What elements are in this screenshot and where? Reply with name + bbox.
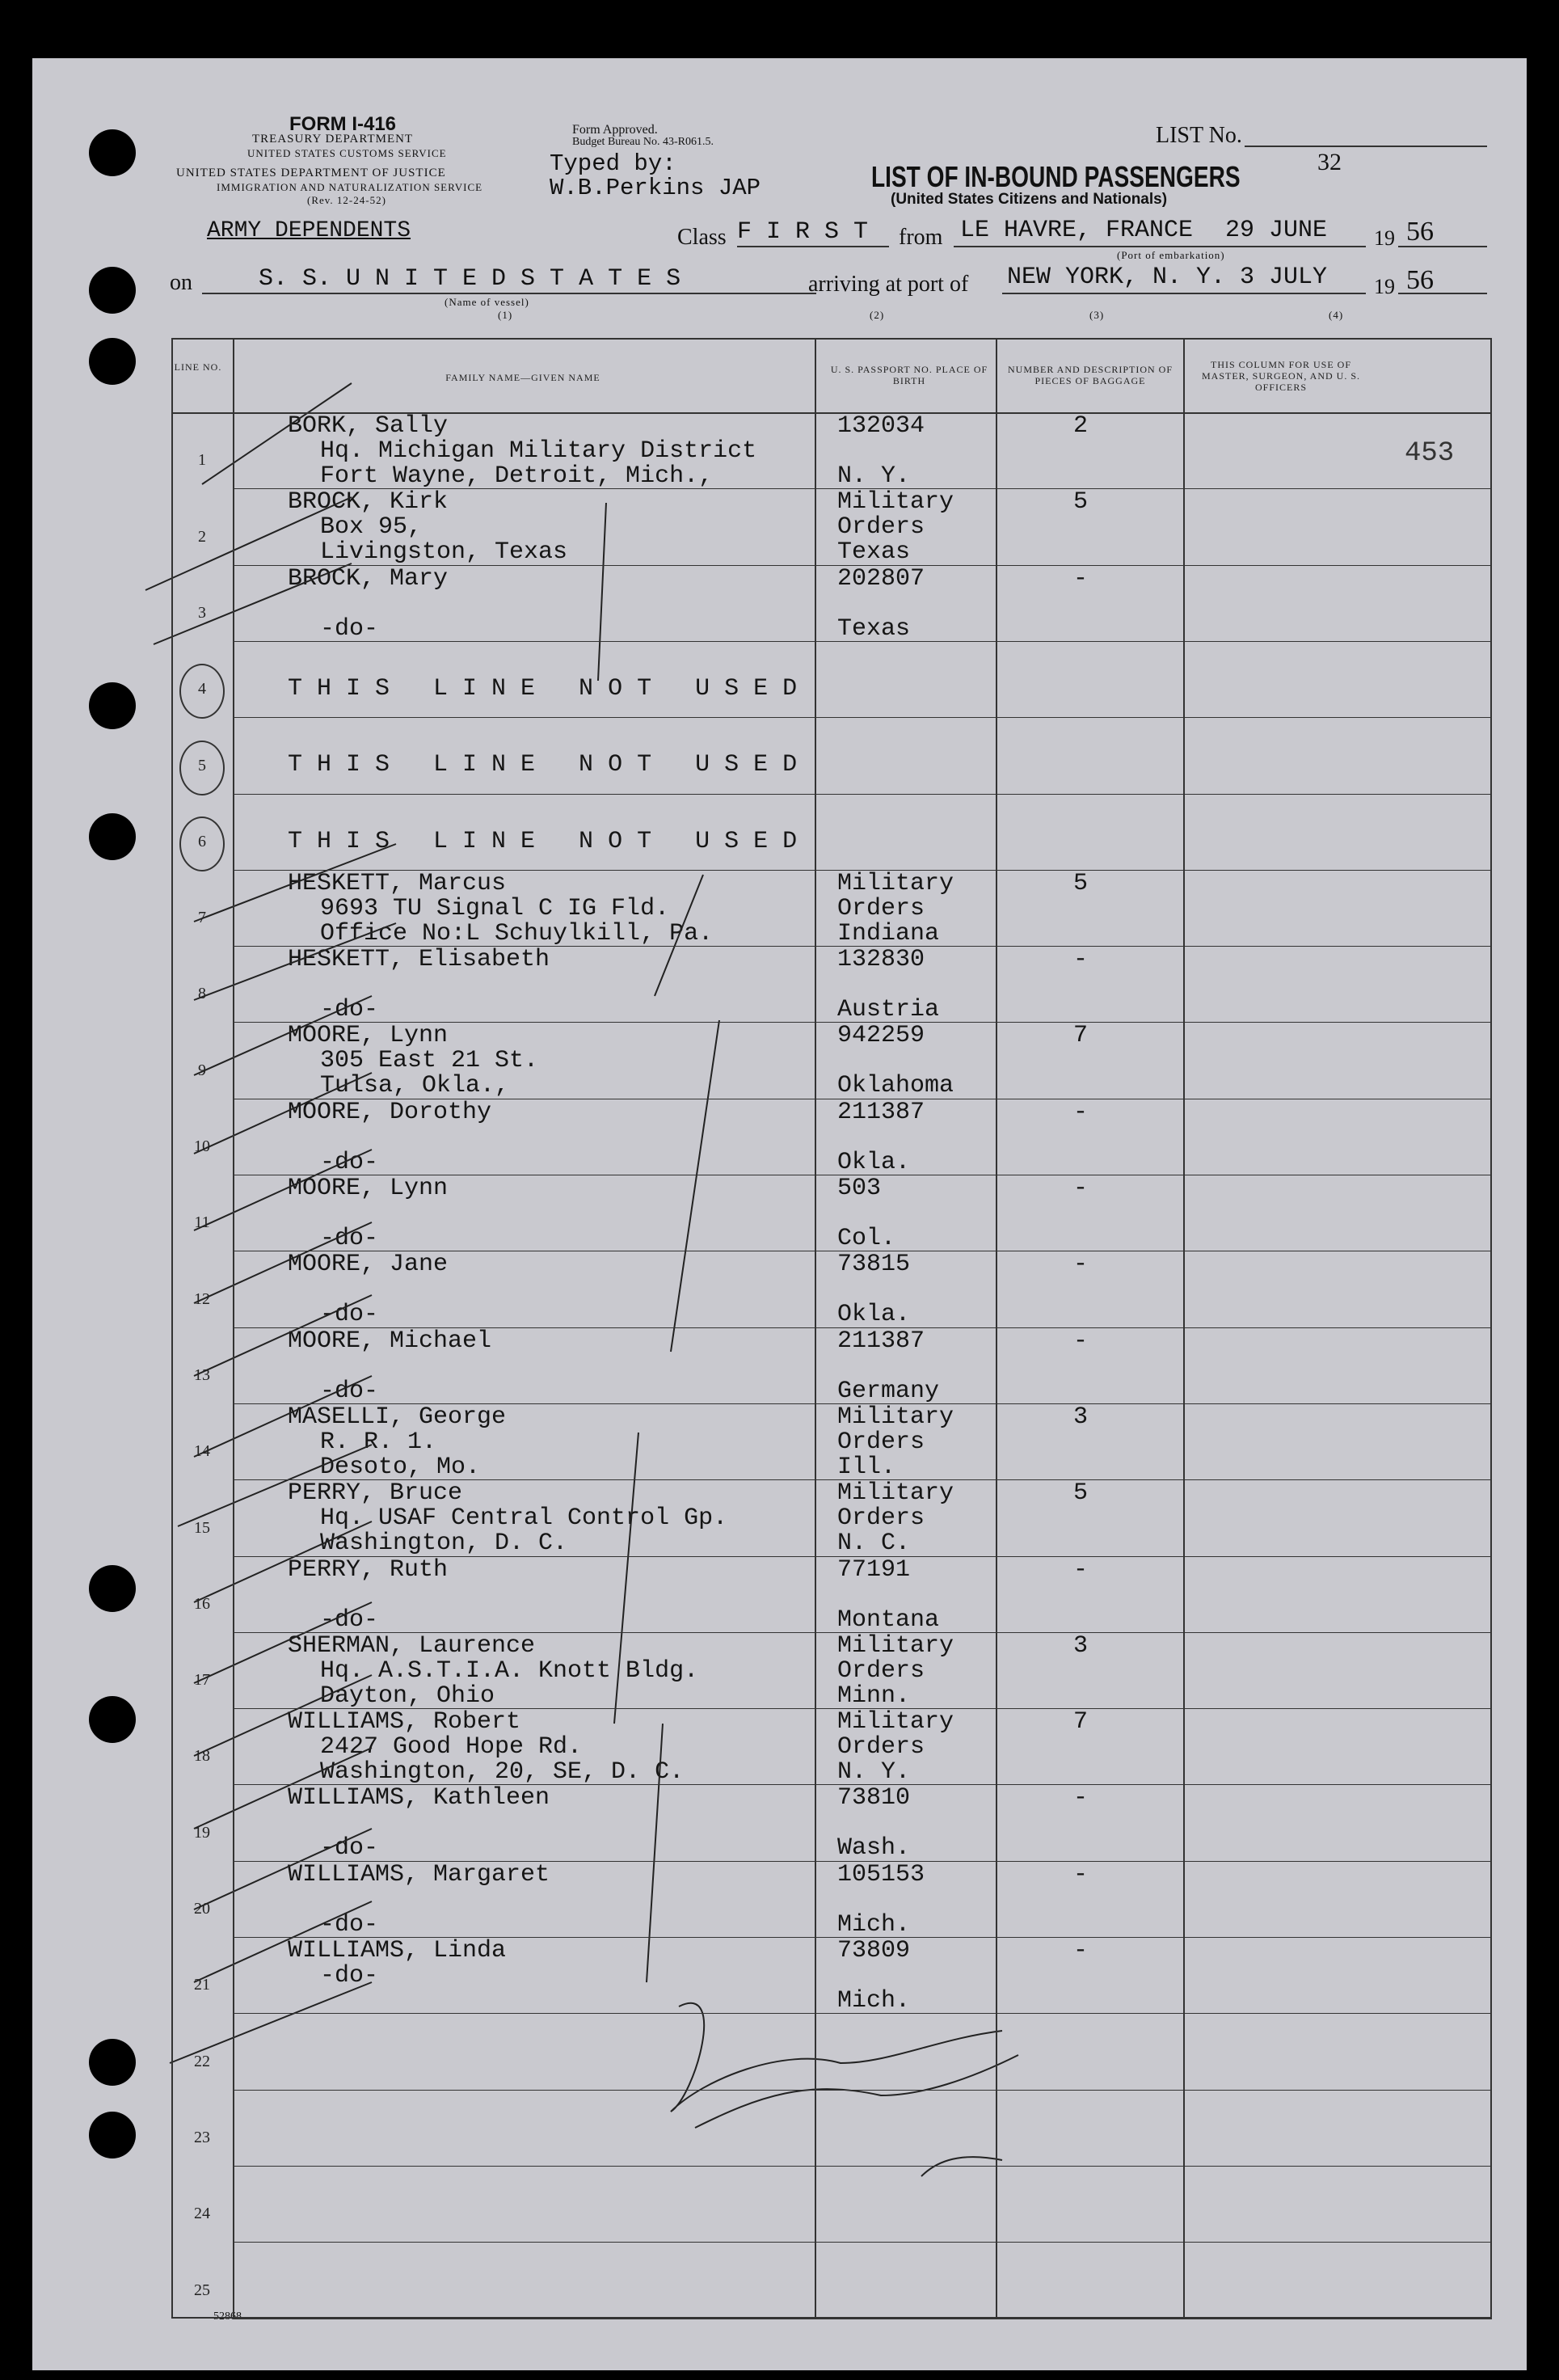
passenger-name: HESKETT, Marcus [288,869,507,897]
passport-number: 132034 [837,412,925,440]
col-name-header: FAMILY NAME—GIVEN NAME [445,372,600,383]
class-value: F I R S T [737,218,869,246]
budget-bureau: Budget Bureau No. 43-R061.5. [572,136,714,148]
line-number: 7 [198,909,206,927]
baggage-count: 5 [1073,1479,1089,1508]
passenger-address-2: -do- [320,614,379,643]
arrival-year-prefix: 19 [1374,275,1395,298]
footer-code: 52868 [213,2310,242,2323]
passenger-name: T H I S L I N E N O T U S E D [288,674,798,703]
class-label: Class [677,225,727,250]
passenger-name: WILLIAMS, Kathleen [288,1784,550,1812]
line-number: 9 [198,1061,206,1079]
passenger-name: WILLIAMS, Robert [288,1708,521,1736]
passenger-address-2: Dayton, Ohio [320,1682,495,1710]
treasury-dept: TREASURY DEPARTMENT [252,133,414,146]
place-of-birth: N. Y. [837,1758,911,1787]
passenger-name: WILLIAMS, Margaret [288,1860,550,1888]
col-num-2: (2) [870,309,885,321]
passport-number: 73810 [837,1784,911,1812]
stamp-number: 453 [1405,438,1455,469]
passenger-address-2: -do- [320,1148,379,1176]
arrival-port: NEW YORK, N. Y. 3 JULY [1007,264,1328,291]
passport-number: Military [837,1479,954,1508]
line-number: 18 [194,1747,210,1766]
line-number: 20 [194,1900,210,1918]
vessel-note: (Name of vessel) [445,296,529,308]
passport-line-2: Orders [837,1504,925,1533]
passenger-address-2: Washington, 20, SE, D. C. [320,1758,685,1787]
from-port: LE HAVRE, FRANCE [960,217,1194,244]
line-number: 24 [194,2205,210,2223]
baggage-count: - [1073,1251,1089,1279]
baggage-count: - [1073,1098,1089,1126]
passenger-name: MOORE, Lynn [288,1022,449,1050]
justice-dept: UNITED STATES DEPARTMENT OF JUSTICE [176,167,446,179]
place-of-birth: Oklahoma [837,1072,954,1100]
line-number: 15 [194,1518,210,1537]
baggage-count: 5 [1073,869,1089,897]
line-number: 12 [194,1289,210,1308]
passenger-name: PERRY, Ruth [288,1555,449,1584]
passport-number: Military [837,1403,954,1431]
form-subtitle: (United States Citizens and Nationals) [891,191,1168,208]
place-of-birth: Mich. [837,1987,911,2015]
arriving-label: arriving at port of [808,272,969,297]
passport-line-2: Orders [837,513,925,542]
passport-line-2: Orders [837,894,925,922]
typed-by-label: Typed by: [550,150,676,177]
line-number: 6 [198,832,206,850]
passenger-address-1: Hq. USAF Central Control Gp. [320,1504,728,1533]
place-of-birth: Texas [837,538,911,567]
passport-number: 942259 [837,1022,925,1050]
baggage-count: 3 [1073,1631,1089,1660]
baggage-count: - [1073,1784,1089,1812]
passenger-address-2: Office No:L Schuylkill, Pa. [320,919,714,947]
list-no-label: LIST No. [1156,123,1242,148]
baggage-count: 7 [1073,1708,1089,1736]
form-rev: (Rev. 12-24-52) [307,194,386,206]
col-num-1: (1) [498,309,513,321]
line-number: 3 [198,603,206,622]
line-number: 19 [194,1823,210,1842]
group-title: ARMY DEPENDENTS [207,218,411,243]
col-num-4: (4) [1329,309,1344,321]
baggage-count: 7 [1073,1022,1089,1050]
line-number: 21 [194,1976,210,1994]
from-year: 56 [1406,217,1434,247]
col-num-3: (3) [1089,309,1105,321]
form-title: LIST OF IN-BOUND PASSENGERS [871,160,1241,193]
baggage-count: 2 [1073,412,1089,440]
line-number: 14 [194,1442,210,1461]
passenger-address-2: -do- [320,1301,379,1329]
manifest-sheet [32,58,1527,2370]
passport-number: 73815 [837,1251,911,1279]
col-line-header: LINE NO. [174,361,222,373]
passenger-address-2: Tulsa, Okla., [320,1072,510,1100]
passenger-name: BROCK, Mary [288,564,449,593]
ins-service: IMMIGRATION AND NATURALIZATION SERVICE [217,181,483,193]
passenger-name: BORK, Sally [288,412,449,440]
baggage-count: - [1073,1555,1089,1584]
passport-number: 503 [837,1175,882,1202]
passenger-address-2: -do- [320,1377,379,1405]
customs-service: UNITED STATES CUSTOMS SERVICE [247,147,447,159]
passenger-name: MOORE, Jane [288,1251,449,1279]
line-number: 13 [194,1365,210,1384]
passenger-name: PERRY, Bruce [288,1479,463,1508]
from-label: from [899,225,943,250]
passport-number: 77191 [837,1555,911,1584]
passenger-address-2: -do- [320,996,379,1024]
passenger-address-2: Livingston, Texas [320,538,568,567]
place-of-birth: N. Y. [837,462,911,490]
passport-line-2: Orders [837,1733,925,1762]
place-of-birth: Texas [837,614,911,643]
passenger-address-2: Washington, D. C. [320,1530,568,1558]
passenger-address-1: Hq. Michigan Military District [320,437,757,465]
place-of-birth: Okla. [837,1301,911,1329]
passport-number: 73809 [837,1937,911,1964]
passenger-address-2: Desoto, Mo. [320,1453,481,1481]
passenger-name: T H I S L I N E N O T U S E D [288,751,798,779]
baggage-count: 3 [1073,1403,1089,1431]
passport-number: Military [837,488,954,517]
passenger-address-2: -do- [320,1834,379,1863]
line-number: 5 [198,756,206,774]
baggage-count: - [1073,1327,1089,1355]
line-number: 1 [198,451,206,470]
passenger-name: MOORE, Dorothy [288,1098,492,1126]
place-of-birth: Okla. [837,1148,911,1176]
passenger-address-2: -do- [320,1910,379,1939]
from-date: 29 JUNE [1225,217,1328,244]
baggage-count: - [1073,1175,1089,1202]
port-embarkation-note: (Port of embarkation) [1117,249,1225,261]
line-number: 10 [194,1137,210,1155]
line-number: 16 [194,1594,210,1613]
baggage-count: - [1073,564,1089,593]
passport-number: 211387 [837,1098,925,1126]
place-of-birth: Germany [837,1377,940,1405]
vessel-name: S. S. U N I T E D S T A T E S [259,265,681,293]
passport-number: Military [837,1708,954,1736]
line-number: 4 [198,680,206,698]
passenger-address-1: Hq. A.S.T.I.A. Knott Bldg. [320,1656,699,1685]
passport-line-2: Orders [837,1656,925,1685]
place-of-birth: Wash. [837,1834,911,1863]
passenger-address-2: -do- [320,1606,379,1634]
line-number: 23 [194,2128,210,2146]
line-number: 25 [194,2281,210,2299]
col-passport-header: U. S. PASSPORT NO. PLACE OF BIRTH [830,364,988,386]
place-of-birth: Col. [837,1225,896,1252]
col-officers-header: THIS COLUMN FOR USE OF MASTER, SURGEON, AND U. S. OFFICERS [1201,359,1361,393]
baggage-count: - [1073,946,1089,974]
passenger-name: SHERMAN, Laurence [288,1631,536,1660]
passenger-address-1: 2427 Good Hope Rd. [320,1733,583,1762]
passenger-address-1: R. R. 1. [320,1428,437,1456]
passenger-name: WILLIAMS, Linda [288,1937,507,1964]
place-of-birth: Montana [837,1606,940,1634]
passenger-address-1: -do- [320,1962,379,1990]
baggage-count: 5 [1073,488,1089,517]
line-number: 11 [194,1213,210,1232]
passport-number: Military [837,869,954,897]
arrival-year: 56 [1406,265,1434,295]
passport-number: 202807 [837,564,925,593]
place-of-birth: Mich. [837,1910,911,1939]
place-of-birth: Ill. [837,1453,896,1481]
passenger-name: MOORE, Lynn [288,1175,449,1202]
passport-number: 105153 [837,1860,925,1888]
place-of-birth: Austria [837,996,940,1024]
form-approved: Form Approved. [572,123,658,137]
passport-line-2: Orders [837,1428,925,1456]
passenger-address-2: Fort Wayne, Detroit, Mich., [320,462,714,490]
line-number: 17 [194,1671,210,1690]
passenger-address-1: 305 East 21 St. [320,1047,539,1075]
typed-by: W.B.Perkins JAP [550,175,761,201]
passenger-address-1: Box 95, [320,513,423,542]
place-of-birth: N. C. [837,1530,911,1558]
place-of-birth: Minn. [837,1682,911,1710]
passenger-name: BROCK, Kirk [288,488,449,517]
line-number: 2 [198,527,206,546]
col-baggage-header: NUMBER AND DESCRIPTION OF PIECES OF BAGGAGE [1007,364,1173,386]
passenger-address-1: 9693 TU Signal C IG Fld. [320,894,670,922]
from-year-prefix: 19 [1374,226,1395,250]
baggage-count: - [1073,1937,1089,1964]
passenger-name: HESKETT, Elisabeth [288,946,550,974]
passport-number: Military [837,1631,954,1660]
baggage-count: - [1073,1860,1089,1888]
on-label: on [170,270,192,295]
passenger-address-2: -do- [320,1225,379,1252]
passenger-name: MASELLI, George [288,1403,507,1431]
form-number: FORM I-416 [289,113,397,135]
passport-number: 211387 [837,1327,925,1355]
passport-number: 132830 [837,946,925,974]
list-no: 32 [1317,149,1342,175]
line-number: 22 [194,2052,210,2070]
line-number: 8 [198,985,206,1003]
place-of-birth: Indiana [837,919,940,947]
passenger-name: MOORE, Michael [288,1327,492,1355]
passenger-name: T H I S L I N E N O T U S E D [288,827,798,855]
